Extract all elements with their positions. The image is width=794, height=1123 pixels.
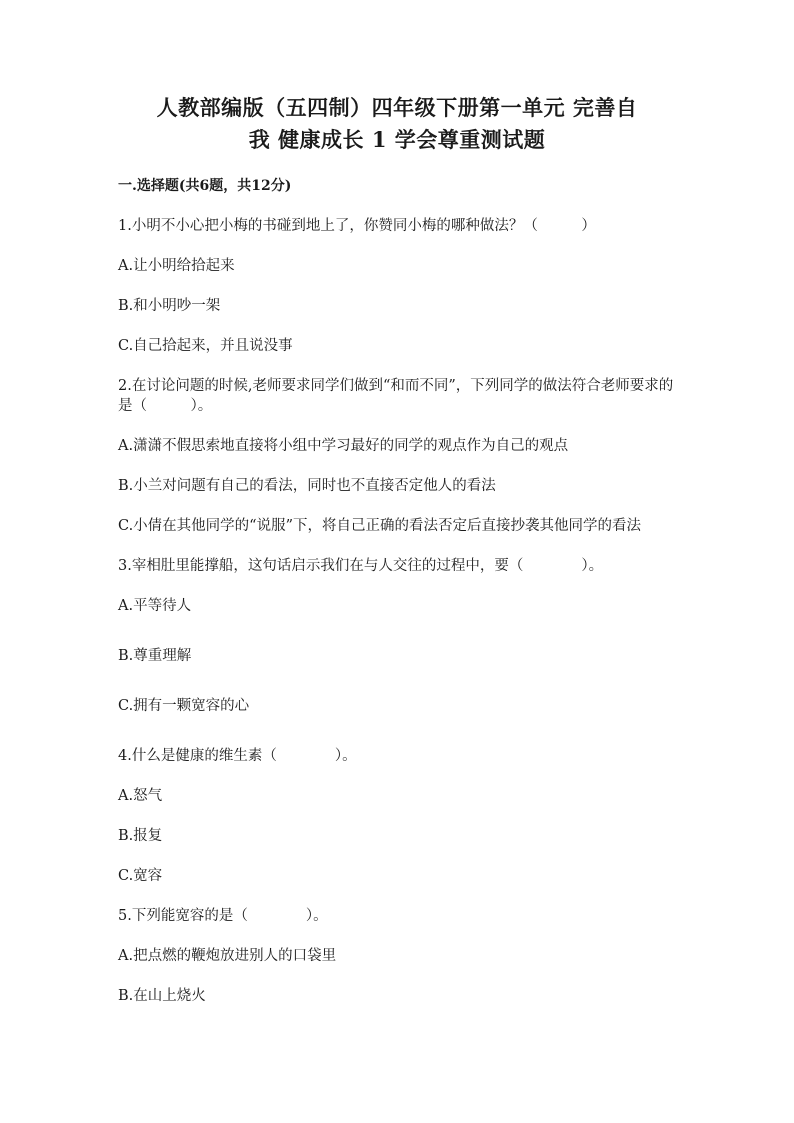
option-a: A.潇潇不假思索地直接将小组中学习最好的同学的观点作为自己的观点 bbox=[118, 438, 569, 454]
option-b: B.在山上烧火 bbox=[118, 988, 206, 1004]
option-a: A.平等待人 bbox=[118, 598, 192, 614]
option-b: B.尊重理解 bbox=[118, 648, 192, 664]
section-heading: 一.选择题(共6题，共12分) bbox=[118, 178, 292, 194]
option-a: A.把点燃的鞭炮放进别人的口袋里 bbox=[118, 948, 337, 964]
question-stem: 2.在讨论问题的时候,老师要求同学们做到“和而不同”，下列同学的做法符合老师要求的是（ ）。 bbox=[118, 378, 674, 414]
title-line-1: 人教部编版（五四制）四年级下册第一单元 完善自 bbox=[156, 95, 638, 120]
option-b: B.小兰对问题有自己的看法，同时也不直接否定他人的看法 bbox=[118, 478, 496, 494]
option-a: A.让小明给拾起来 bbox=[118, 258, 235, 274]
option-c: C.自己拾起来，并且说没事 bbox=[118, 338, 293, 354]
question-stem: 5.下列能宽容的是（ ）。 bbox=[118, 908, 328, 924]
title-line-2: 我 健康成长 1 学会尊重测试题 bbox=[248, 127, 546, 152]
question-5 bbox=[118, 906, 676, 1006]
question-stem: 4.什么是健康的维生素（ ）。 bbox=[118, 748, 357, 764]
document-title bbox=[118, 92, 676, 156]
question-2 bbox=[118, 376, 676, 536]
option-c: C.拥有一颗宽容的心 bbox=[118, 698, 250, 714]
option-c: C.小倩在其他同学的“说服”下，将自己正确的看法否定后直接抄袭其他同学的看法 bbox=[118, 518, 642, 534]
question-4 bbox=[118, 746, 676, 886]
question-1 bbox=[118, 216, 676, 356]
option-b: B.和小明吵一架 bbox=[118, 298, 221, 314]
question-3 bbox=[118, 556, 676, 716]
option-c: C.宽容 bbox=[118, 868, 163, 884]
option-b: B.报复 bbox=[118, 828, 163, 844]
option-a: A.怒气 bbox=[118, 788, 163, 804]
question-stem: 3.宰相肚里能撑船，这句话启示我们在与人交往的过程中，要（ ）。 bbox=[118, 558, 604, 574]
question-stem: 1.小明不小心把小梅的书碰到地上了，你赞同小梅的哪种做法？（ ） bbox=[118, 218, 596, 234]
